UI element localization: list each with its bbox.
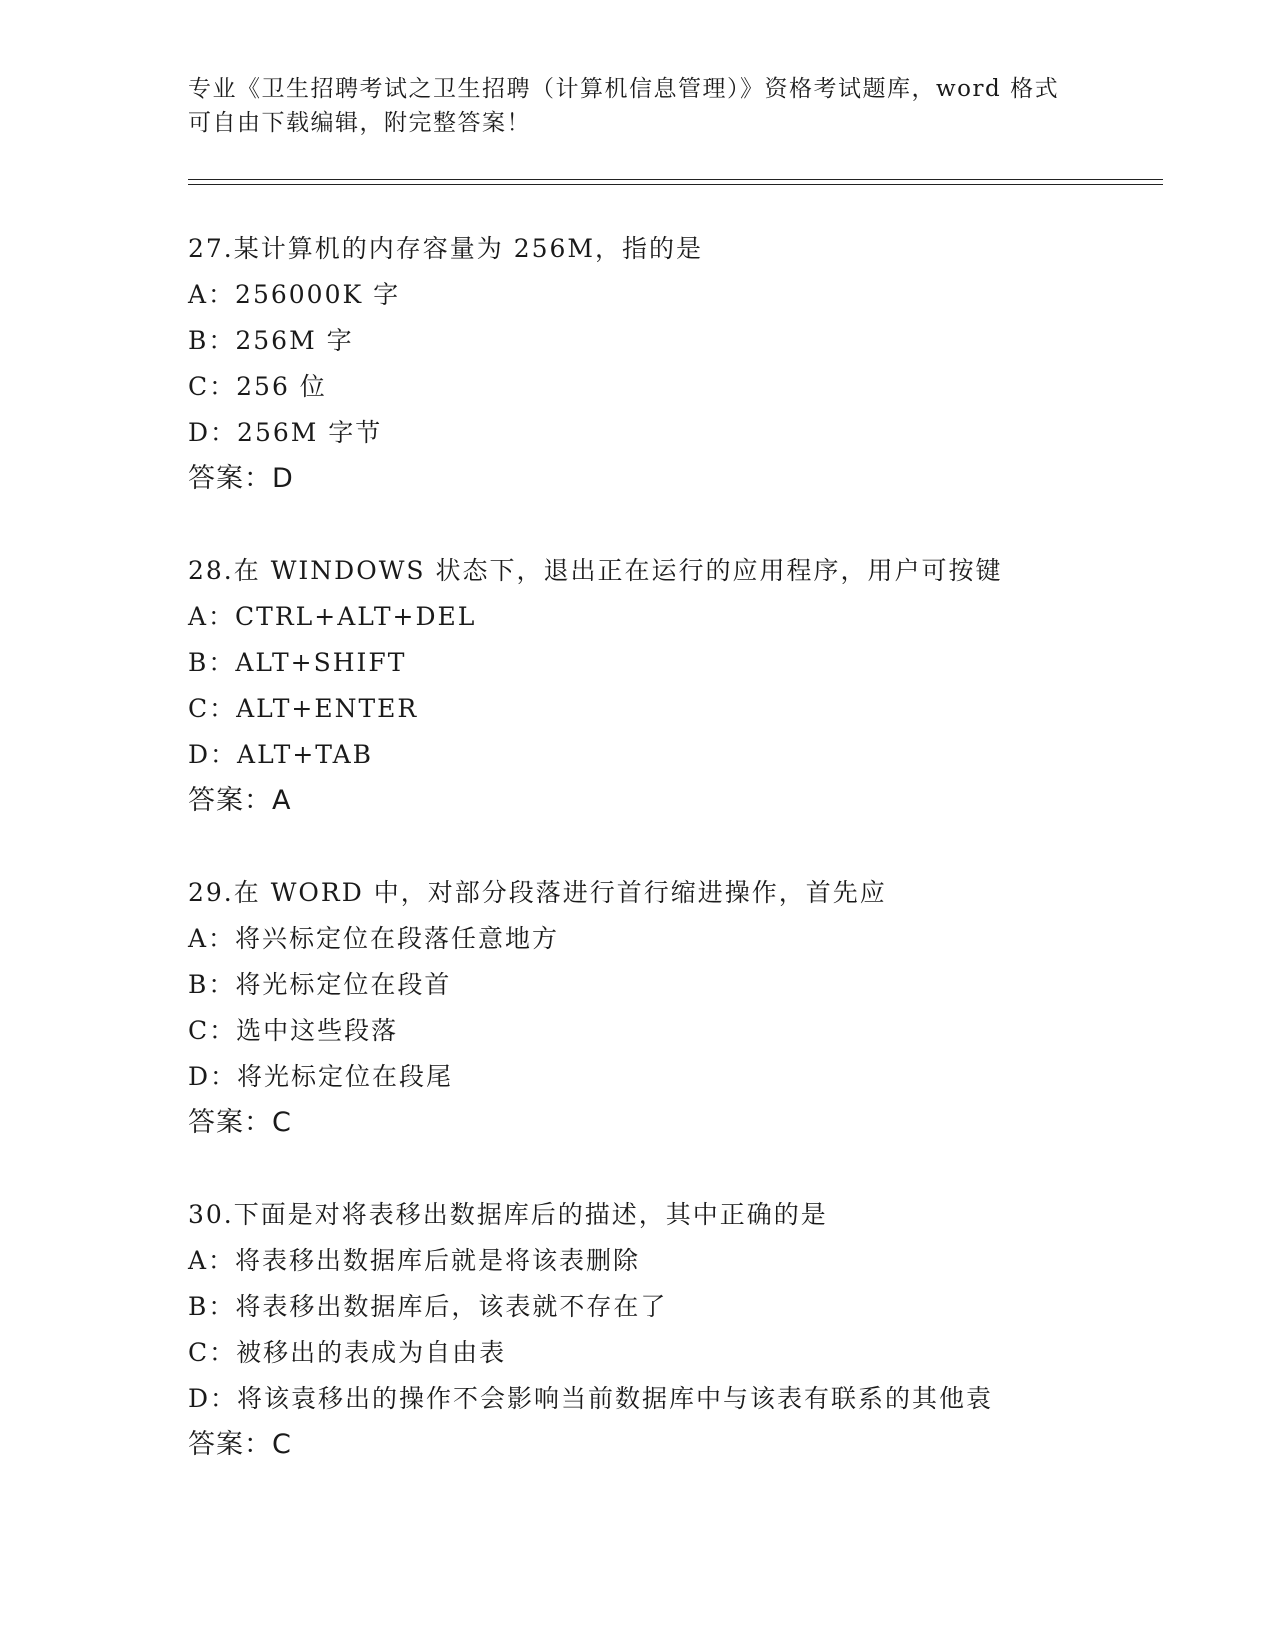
option-a: A：将表移出数据库后就是将该表删除 [188,1246,641,1275]
option-a: A：将兴标定位在段落任意地方 [188,924,560,953]
option-c: C：被移出的表成为自由表 [188,1338,507,1367]
header-line-2: 可自由下载编辑，附完整答案！ [188,110,531,136]
option-c: C：ALT+ENTER [188,694,419,723]
document-header [188,72,1088,140]
option-b: B：256M 字 [188,326,354,355]
question-stem: 30.下面是对将表移出数据库后的描述，其中正确的是 [188,1200,828,1229]
question-27 [188,226,1188,502]
option-c: C：256 位 [188,372,327,401]
question-29 [188,870,1188,1146]
answer: 答案：D [188,463,294,494]
question-stem: 27.某计算机的内存容量为 256M，指的是 [188,234,704,263]
option-a: A：CTRL+ALT+DEL [188,602,477,631]
option-d: D：将该袁移出的操作不会影响当前数据库中与该表有联系的其他袁 [188,1384,994,1413]
option-d: D：256M 字节 [188,418,383,447]
answer: 答案：A [188,785,292,816]
option-b: B：将光标定位在段首 [188,970,452,999]
question-28 [188,548,1188,824]
answer: 答案：C [188,1429,292,1460]
answer: 答案：C [188,1107,292,1138]
option-d: D：将光标定位在段尾 [188,1062,454,1091]
question-30 [188,1192,1188,1468]
option-b: B：将表移出数据库后，该表就不存在了 [188,1292,668,1321]
option-a: A：256000K 字 [188,280,401,309]
option-b: B：ALT+SHIFT [188,648,407,677]
header-divider-top [188,179,1163,180]
question-stem: 29.在 WORD 中，对部分段落进行首行缩进操作，首先应 [188,878,887,907]
header-divider-bottom [188,184,1163,185]
option-d: D：ALT+TAB [188,740,374,769]
header-line-1: 专业《卫生招聘考试之卫生招聘（计算机信息管理）》资格考试题库，word 格式 [188,76,1060,102]
question-stem: 28.在 WINDOWS 状态下，退出正在运行的应用程序，用户可按键 [188,556,1003,585]
option-c: C：选中这些段落 [188,1016,399,1045]
